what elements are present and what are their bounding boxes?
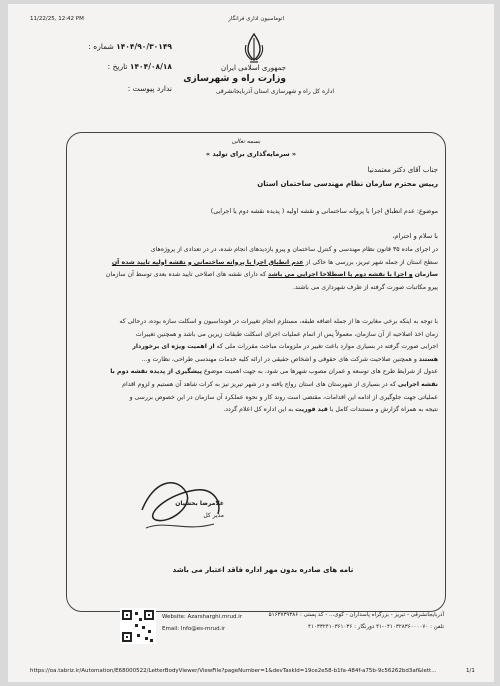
p1-emph-c: عدم انطباق اجرا با پروانه ساختمانی و نقشه اولیه تایید شده آن — [111, 258, 304, 266]
meta-number-value: ۱۴۰۴/۹۰/۳۰۱۴۹ — [116, 42, 172, 51]
p1-emph-e: و اجرا با نقشه دوم یا اصطلاحا اجرایی می باشد — [268, 271, 413, 279]
paragraph-1 — [74, 244, 438, 294]
footer-address: آذربایجانشرقی - تبریز - بزرگراه پاسداران - کوی... - کد پستی : ۵۱۶۳۷۳۹۳۸۶ — [268, 612, 444, 618]
p1-text-b: سطح استان از جمله شهر تبریز، بررسی ها حاکی از — [305, 258, 438, 266]
p2-text-f: و همچنین صلاحیت شرکت های حقوقی و اشخاص حقیقی در ارائه کلیه خدمات مهندسی طراحی، نظارت و... — [141, 355, 417, 363]
invocation: بسمه تعالی — [231, 138, 261, 145]
footer-email[interactable]: Email: Info@es-mrud.ir — [162, 626, 226, 632]
p2-line2: زمان اخذ اصلاحیه از آن سازمان، معمولاً پس از اتمام عملیات اجرای اسکلت طبقات زیرین می باشد و همچنین تغییرات — [135, 330, 438, 338]
p2-text-j: که در بسیاری از شهرستان های استان رواج یافته و در شهر تبریز نیز به کرات شاهد آن هستیم و لزوم اقدام — [122, 380, 396, 388]
meta-attachment — [56, 84, 172, 93]
p1-line4: پیرو مکاتبات صورت گرفته از طرف شهرداری می باشند. — [293, 283, 438, 291]
signature-name: غلامرضا بخشیان — [175, 500, 224, 507]
slogan: « سرمایه‌گذاری برای تولید » — [205, 150, 297, 158]
p2-emph-i: نقشه اجرایی — [397, 380, 438, 388]
p2-text-c: اجرایی صورت گرفته در بسیاری موارد باعث تغییر در ملزومات مباحث مقررات ملی که — [216, 343, 438, 351]
footer-phone: تلفن : ۰۴۱۰۳۲۸۳۶۰۰۰۰۷۰-۴۱ دورنگار : ۴۱۰۳۳۲۴۱۰۳۶۱۰۳۶ — [308, 624, 444, 630]
p2-emph-h: پیشگیری از پدیده نقشه دوم با — [110, 368, 202, 376]
footer-website[interactable]: Website: Azarsharghi.mrud.ir — [162, 614, 243, 620]
p2-line8 — [74, 404, 438, 417]
p2-emph-d: از اهمیت ویژه ای برخوردار — [132, 343, 215, 351]
p2-text-l: نتیجه به همراه گزارش و مستندات کامل با — [329, 406, 438, 414]
qr-code-icon — [120, 608, 156, 644]
p2-emph-e: هستند — [418, 355, 438, 363]
p1-line1: در اجرای ماده ۳۵ قانون نظام مهندسی و کنترل ساختمان و پیرو بازدیدهای انجام شده، در در تعدادی از پروژه‌های — [150, 246, 438, 253]
meta-attach-value: ندارد — [156, 84, 172, 93]
p2-emph-m: قید فوریت — [295, 406, 328, 414]
meta-date — [56, 62, 172, 71]
footer-notice: نامه های صادره بدون مهر اداره فاقد اعتبار می باشد — [172, 566, 354, 574]
letterhead-office: اداره کل راه و شهرسازی استان آذربایجانشرقی — [215, 88, 334, 95]
p1-line3 — [74, 269, 438, 282]
p2-text-g: عدول از شرایط طرح های توسعه و عمران مصوب شهرها می شود، به جهت اهمیت موضوع — [203, 368, 438, 376]
p1-line2 — [74, 257, 438, 270]
recipient-title: رییس محترم سازمان نظام مهندسی ساختمان استان — [257, 180, 438, 188]
print-title: اتوماسیون اداری فرانگار — [228, 16, 284, 22]
iran-emblem-icon — [240, 32, 268, 64]
recipient-name: جناب آقای دکتر معتمدنیا — [367, 166, 438, 174]
p2-line6 — [74, 379, 438, 392]
p1-text-f: که دارای نقشه های اصلاحی تایید شده بعدی توسط آن سازمان — [105, 271, 267, 279]
meta-date-value: ۱۴۰۴/۰۸/۱۸ — [129, 62, 172, 71]
subject-line: موضوع: عدم انطباق اجرا با پروانه ساختمانی و نقشه اولیه ( پدیده نقشه دوم یا اجرایی) — [210, 208, 438, 215]
letterhead-country: جمهوری اسلامی ایران — [221, 64, 286, 72]
p2-line5 — [74, 366, 438, 379]
letterhead-ministry: وزارت راه و شهرسازی — [183, 74, 286, 84]
meta-number-label: شماره : — [88, 42, 114, 51]
p2-line1: با توجه به اینکه برخی مغایرت ها از جمله اضافه طبقه، مستلزم انجام تغییرات در فونداسیون و اسکلت سازه بوده، درحالی که — [119, 318, 438, 325]
meta-date-label: تاریخ : — [107, 62, 128, 71]
meta-attach-label: پیوست : — [127, 84, 155, 93]
signature-title: مدیر کل — [203, 512, 224, 519]
p2-text-n: به این اداره کل اعلام گردد. — [223, 406, 294, 414]
meta-number — [56, 42, 172, 51]
letter-sheet — [8, 4, 494, 682]
page-url: https://oa.tabriz.ir/Automation/E68000522/LetterBodyViewer/ViewFile?pageNumber=1&devTaskId=19ce2e58-b1fa-484f-a75b-9c56262bd3af&lett... — [30, 668, 437, 674]
p2-line3 — [74, 341, 438, 354]
greeting: با سلام و احترام، — [392, 232, 438, 240]
paragraph-2 — [74, 316, 438, 417]
p2-line4 — [74, 354, 438, 367]
page-number: 1/1 — [466, 668, 475, 674]
p2-line7: عملیاتی جهت جلوگیری از ادامه این اقدامات، مقتضی است روند کار و نحوه عملکرد آن سازمان در این خصوص بررسی و — [129, 393, 438, 401]
p1-emph-d: سازمان — [414, 271, 438, 279]
print-datetime: 11/22/25, 12:42 PM — [30, 16, 84, 22]
